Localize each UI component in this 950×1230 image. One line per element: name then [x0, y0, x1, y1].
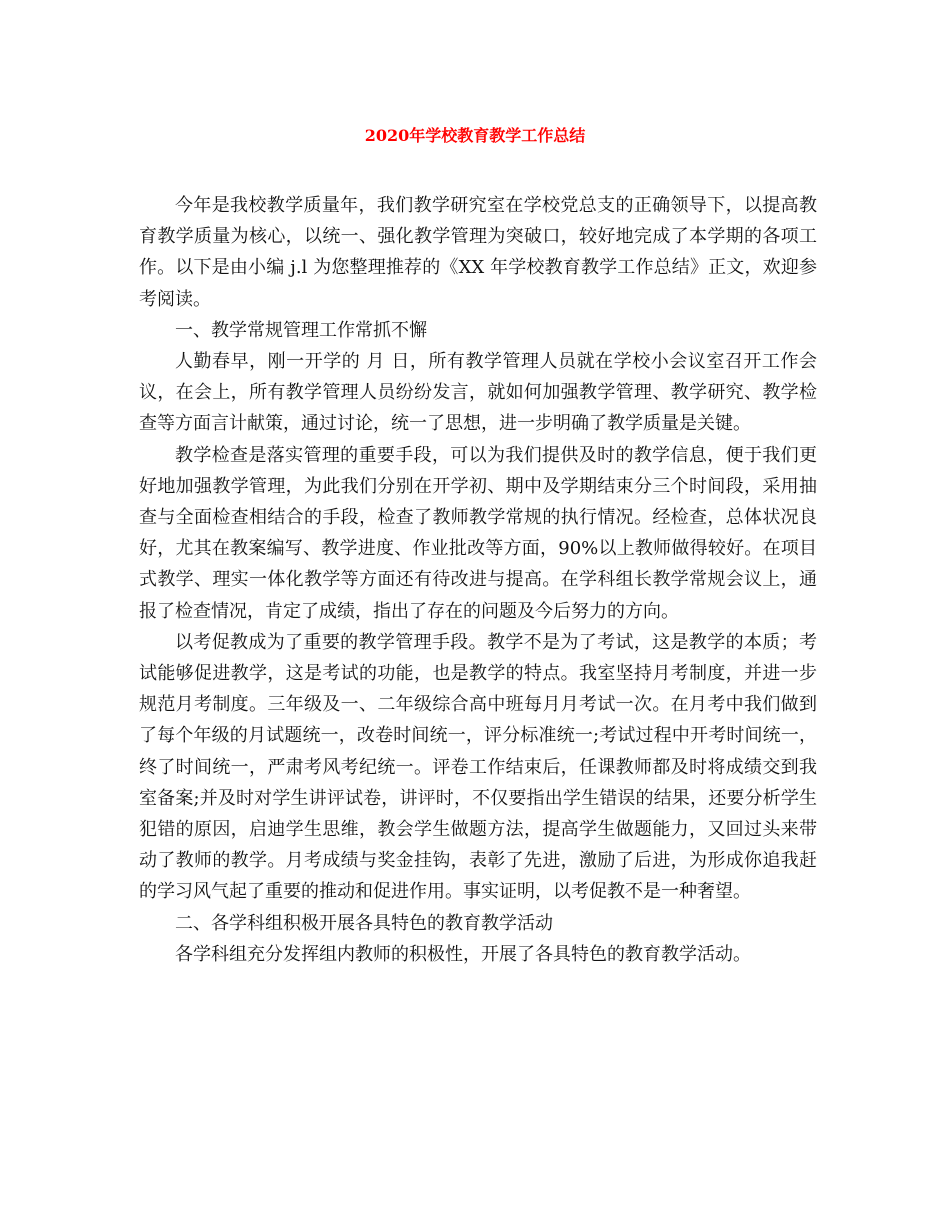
section-heading-2: 二、各学科组积极开展各具特色的教育教学活动	[175, 912, 553, 934]
document-body	[139, 190, 817, 970]
body-paragraph: 人勤春早，刚一开学的 月 日，所有教学管理人员就在学校小会议室召开工作会议，在会上，所有教学管理人员纷纷发言，就如何加强教学管理、教学研究、教学检查等方面言计献策，通过讨论，统一了思想，进一步明确了教学质量是关键。	[139, 351, 817, 435]
document-title: 2020年学校教育教学工作总结	[364, 126, 586, 145]
body-paragraph: 教学检查是落实管理的重要手段，可以为我们提供及时的教学信息，便于我们更好地加强教学管理，为此我们分别在开学初、期中及学期结束分三个时间段，采用抽查与全面检查相结合的手段，检查了教师教学常规的执行情况。经检查，总体状况良好，尤其在教案编写、教学进度、作业批改等方面，90%以上教师做得较好。在项目式教学、理实一体化教学等方面还有待改进与提高。在学科组长教学常规会议上，通报了检查情况，肯定了成绩，指出了存在的问题及今后努力的方向。	[139, 444, 817, 622]
body-paragraph: 各学科组充分发挥组内教师的积极性，开展了各具特色的教育教学活动。	[175, 943, 751, 965]
intro-paragraph: 今年是我校教学质量年，我们教学研究室在学校党总支的正确领导下，以提高教育教学质量为核心，以统一、强化教学管理为突破口，较好地完成了本学期的各项工作。以下是由小编 j.l 为您整理推荐的《XX 年学校教育教学工作总结》正文，欢迎参考阅读。	[139, 195, 817, 310]
body-paragraph: 以考促教成为了重要的教学管理手段。教学不是为了考试，这是教学的本质；考试能够促进教学，这是考试的功能，也是教学的特点。我室坚持月考制度，并进一步规范月考制度。三年级及一、二年级综合高中班每月月考试一次。在月考中我们做到了每个年级的月试题统一，改卷时间统一，评分标准统一;考试过程中开考时间统一，终了时间统一，严肃考风考纪统一。评卷工作结束后，任课教师都及时将成绩交到我室备案;并及时对学生讲评试卷，讲评时，不仅要指出学生错误的结果，还要分析学生犯错的原因，启迪学生思维，教会学生做题方法，提高学生做题能力，又回过头来带动了教师的教学。月考成绩与奖金挂钩，表彰了先进，激励了后进，为形成你追我赶的学习风气起了重要的推动和促进作用。事实证明，以考促教不是一种奢望。	[139, 631, 817, 903]
section-heading-1: 一、教学常规管理工作常抓不懈	[175, 319, 427, 341]
